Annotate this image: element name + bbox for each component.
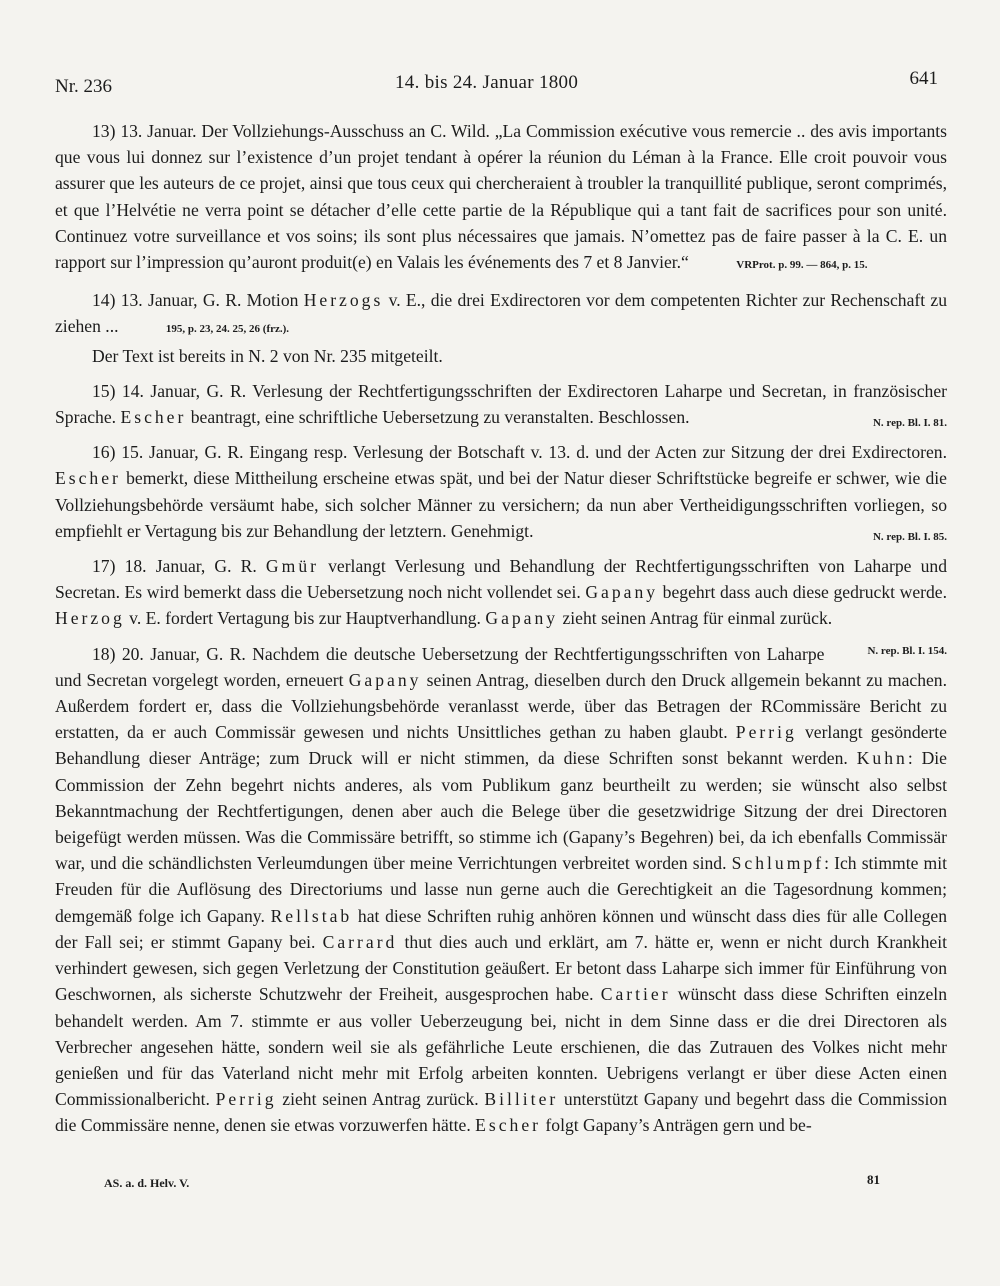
speaker-name: Escher bbox=[475, 1115, 542, 1136]
speaker-name: Kuhn bbox=[856, 748, 908, 769]
entry-text: verlangt Verlesung und Behandlung der Rechtfertigungsschriften von Laharpe und Secretan. Es wird bemerkt dass die Uebersetzung noch nicht vollendet sei. bbox=[55, 556, 947, 603]
speaker-name: Carrard bbox=[322, 931, 398, 952]
source-reference: N. rep. Bl. I. 154. bbox=[867, 644, 947, 657]
entry-text: thut dies auch und erklärt, am 7. hätte er, wenn er nicht durch Krankheit verhindert gewesen, sich gegen Verletzung der Constitution geäußert. Er betont dass Laharpe sich immer für Einführung von Geschwornen, als sicherste Schutzwehr der Freiheit, ausgesprochen habe. bbox=[55, 931, 947, 1005]
speaker-name: Perrig bbox=[215, 1089, 277, 1110]
entry-18 bbox=[55, 641, 947, 1139]
source-reference: N. rep. Bl. I. 81. bbox=[872, 417, 947, 430]
speaker-name: Billiter bbox=[484, 1089, 559, 1110]
running-title: 14. bis 24. Januar 1800 bbox=[395, 72, 579, 93]
speaker-name: Herzog bbox=[55, 608, 125, 629]
entry-16 bbox=[55, 439, 947, 544]
entry-text: seinen Antrag, dieselben durch den Druck allgemein bekannt zu machen. Außerdem fordert er, dass die Vollziehungsbehörde veranlasst werde, über das Betragen der RCommissäre Bericht zu erstatten, da er auch Commissär gewesen und nichts Unsittliches gethan zu haben glaubt. bbox=[55, 669, 948, 743]
entry-text: 15) 14. Januar, G. R. Verlesung der Rechtfertigungsschriften der Exdirectoren Laharpe und Secretan, in französischer Sprache. bbox=[55, 380, 947, 428]
speaker-name: Gapany bbox=[585, 582, 659, 603]
source-reference: VRProt. p. 99. — 864, p. 15. bbox=[736, 259, 868, 272]
signature-mark: AS. a. d. Helv. V. bbox=[104, 1176, 190, 1190]
entry-text: 14) 13. Januar, G. R. Motion bbox=[92, 290, 304, 311]
entry-text: verlangt gesönderte Behandlung dieser Anträge; zum Druck will er nicht stimmen, da diese Schriften sonst bekannt werden. bbox=[55, 722, 947, 769]
entry-text: begehrt dass auch diese gedruckt werde. bbox=[658, 582, 947, 603]
speaker-name: Gmür bbox=[265, 556, 319, 577]
entry-text: beantragt, eine schriftliche Uebersetzung zu veranstalten. Beschlossen. bbox=[186, 407, 690, 428]
speaker-name: Cartier bbox=[600, 984, 671, 1005]
entry-17 bbox=[55, 553, 947, 657]
entry-15 bbox=[55, 378, 947, 430]
entry-text: bemerkt, diese Mittheilung erscheine etwas spät, und bei der Natur dieser Schriftstücke begreife er schwer, wie die Vollziehungsbehörde versäumt habe, sich solcher Männer zu versichern; da nun aber Vertheidigungsschriften vorliegen, so empfiehlt er Vertagung bis zur Behandlung der letztern. Genehmigt. bbox=[55, 468, 947, 541]
entry-text: zieht seinen Antrag zurück. bbox=[276, 1089, 485, 1110]
entry-text: : Ich stimmte mit Freuden für die Auflösung des Directoriums und lasse nun gerne auch die Gerechtigkeit an die Tagesordnung kommen; demgemäß folge ich Gapany. bbox=[55, 853, 947, 926]
speaker-name: Gapany bbox=[485, 608, 559, 629]
speaker-name: Perrig bbox=[735, 722, 797, 743]
entry-note: Der Text ist bereits in N. 2 von Nr. 235 mitgeteilt. bbox=[92, 345, 443, 366]
page-number: 641 bbox=[909, 68, 938, 89]
entry-text: 13) 13. Januar. Der Vollziehungs-Ausschuss an C. Wild. „La Commission exécutive vous remercie .. des avis importants que vous lui donnez sur l’existence d’un projet tendant à opérer la réunion du Léman à la France. Elle croit pouvoir vous assurer que les auteurs de ce projet, ainsi que tous ceux qui chercheraient à troubler la tranquillité publique, seront comprimés, et que l’Helvétie ne verra point se détacher d’elle cette partie de la République qui a tant fait de sacrifices pour son unité. Continuez votre surveillance et vos soins; ils sont plus nécessaires que jamais. N’omettez pas de faire passer à la C. E. un rapport sur l’impression qu’auront produit(e) en Valais les événements des 7 et 8 Janvier.“ bbox=[55, 121, 947, 273]
entry-text: 17) 18. Januar, G. R. bbox=[92, 556, 266, 577]
speaker-name: Escher bbox=[55, 468, 121, 489]
speaker-name: Herzogs bbox=[303, 290, 384, 311]
document-number: Nr. 236 bbox=[55, 76, 112, 97]
entry-text: unterstützt Gapany und begehrt dass die Commission die Commissäre nenne, denen sie etwas vorzuwerfen hätte. bbox=[55, 1089, 947, 1136]
entry-text: v. E., die drei Exdirectoren vor dem competenten Richter zur Rechenschaft zu ziehen ... bbox=[55, 290, 948, 337]
speaker-name: Schlumpf bbox=[731, 853, 825, 874]
entry-text: zieht seinen Antrag für einmal zurück. bbox=[558, 608, 833, 629]
entry-text: 16) 15. Januar, G. R. Eingang resp. Verlesung der Botschaft v. 13. d. und der Acten zur Sitzung der drei Exdirectoren. bbox=[92, 442, 947, 463]
speaker-name: Rellstab bbox=[270, 905, 353, 926]
entry-14 bbox=[55, 287, 947, 369]
entry-text: v. E. fordert Vertagung bis zur Hauptverhandlung. bbox=[124, 608, 486, 629]
page-header bbox=[55, 68, 938, 102]
body-text bbox=[55, 118, 947, 1148]
source-reference: N. rep. Bl. I. 85. bbox=[872, 530, 947, 543]
speaker-name: Escher bbox=[120, 407, 187, 428]
entry-13 bbox=[55, 118, 947, 278]
page-footer bbox=[104, 1172, 880, 1192]
sheet-number: 81 bbox=[867, 1172, 880, 1187]
entry-text: hat diese Schriften ruhig anhören können und wünscht dass dies für alle Collegen der Fall sei; er stimmt Gapany bei. bbox=[55, 905, 947, 952]
entry-text: wünscht dass diese Schriften einzeln behandelt werden. Am 7. stimmte er aus voller Ueberzeugung bei, nicht in dem Sinne dass er die drei Directoren als Verbrecher angesehen hätte, sondern weil sie als gefährliche Leute erschienen, die das Zutrauen des Volkes nicht mehr genießen und für das Vaterland nicht mehr mit Erfolg arbeiten konnten. Uebrigens verlangt er über diese Acten einen Commissionalbericht. bbox=[55, 984, 947, 1110]
source-reference: 195, p. 23, 24. 25, 26 (frz.). bbox=[165, 323, 290, 336]
entry-text: : Die Commission der Zehn begehrt nichts anderes, als vom Publikum ganz beurtheilt zu werden; sie wünscht also selbst Bekanntmachung der Rechtfertigungen, denen aber auch die Belege über die gesetzwidrige Sitzung der drei Directoren beigefügt werden müssen. Was die Commissäre betrifft, so stimme ich (Gapany’s Begehren) bei, da ich ebenfalls Commissär war, und die schändlichsten Verleumdungen über meine Verrichtungen verbreitet worden sind. bbox=[55, 748, 947, 874]
speaker-name: Gapany bbox=[348, 669, 422, 690]
entry-text: folgt Gapany’s Anträgen gern und be- bbox=[541, 1115, 812, 1136]
entry-text: 18) 20. Januar, G. R. Nachdem die deutsche Uebersetzung der Rechtfertigungsschriften von Laharpe und Secretan vorgelegt worden, erneuert bbox=[55, 643, 825, 690]
